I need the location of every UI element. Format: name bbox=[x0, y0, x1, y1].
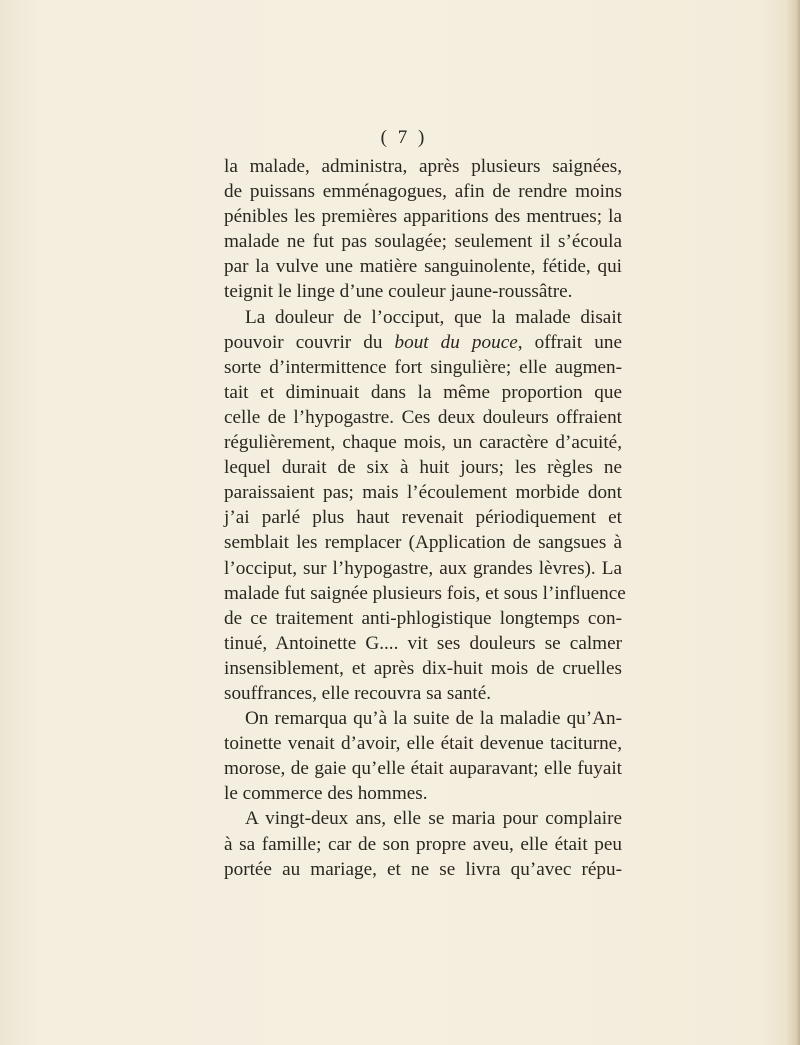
text-line: tinué, Antoinette G.... vit ses douleurs se calmer bbox=[224, 632, 622, 654]
text-line: de ce traitement anti-phlogistique longtemps con- bbox=[224, 607, 622, 629]
text-line: teignit le linge d’une couleur jaune-roussâtre. bbox=[224, 281, 573, 303]
text-line: La douleur de l’occiput, que la malade disait bbox=[245, 306, 622, 328]
text-line: de puissans emménagogues, afin de rendre moins bbox=[224, 181, 622, 203]
italic-phrase: bout du pouce bbox=[394, 331, 518, 353]
text-line: paraissaient pas; mais l’écoulement morbide dont bbox=[224, 482, 622, 504]
text-line: morose, de gaie qu’elle était auparavant; elle fuyait bbox=[224, 758, 622, 780]
text-line: j’ai parlé plus haut revenait périodiquement et bbox=[224, 507, 622, 529]
text-line: tait et diminuait dans la même proportion que bbox=[224, 381, 622, 403]
text-line: insensiblement, et après dix-huit mois de cruelles bbox=[224, 657, 622, 679]
text-line: malade ne fut pas soulagée; seulement il s’écoula bbox=[224, 231, 622, 253]
text-line: à sa famille; car de son propre aveu, elle était peu bbox=[224, 833, 622, 855]
text-line: pouvoir couvrir du bout du pouce, offrait une bbox=[224, 331, 622, 353]
text-line: la malade, administra, après plusieurs saignées, bbox=[224, 156, 622, 177]
text-line: malade fut saignée plusieurs fois, et sous l’influence bbox=[224, 582, 626, 604]
page-edge-shadow bbox=[786, 0, 800, 1045]
text-line: lequel durait de six à huit jours; les règles ne bbox=[224, 457, 622, 479]
text-line: toinette venait d’avoir, elle était devenue taciturne, bbox=[224, 733, 622, 755]
text-line: celle de l’hypogastre. Ces deux douleurs offraient bbox=[224, 406, 622, 428]
text-line: le commerce des hommes. bbox=[224, 783, 428, 805]
text-line: On remarqua qu’à la suite de la maladie qu’An- bbox=[245, 708, 622, 730]
body-text bbox=[224, 154, 626, 882]
text-line: portée au mariage, et ne se livra qu’avec répu- bbox=[224, 858, 622, 880]
page-number: ( 7 ) bbox=[380, 127, 428, 148]
text-line: semblait les remplacer (Application de sangsues à bbox=[224, 532, 622, 554]
text-line: pénibles les premières apparitions des mentrues; la bbox=[224, 206, 622, 228]
text-line: souffrances, elle recouvra sa santé. bbox=[224, 682, 492, 704]
text-line: sorte d’intermittence fort singulière; elle augmen- bbox=[224, 356, 622, 378]
text-line: par la vulve une matière sanguinolente, fétide, qui bbox=[224, 256, 622, 278]
text-line: l’occiput, sur l’hypogastre, aux grandes lèvres). La bbox=[224, 557, 622, 579]
text-line: régulièrement, chaque mois, un caractère d’acuité, bbox=[224, 432, 622, 454]
text-line: A vingt-deux ans, elle se maria pour complaire bbox=[245, 808, 622, 830]
